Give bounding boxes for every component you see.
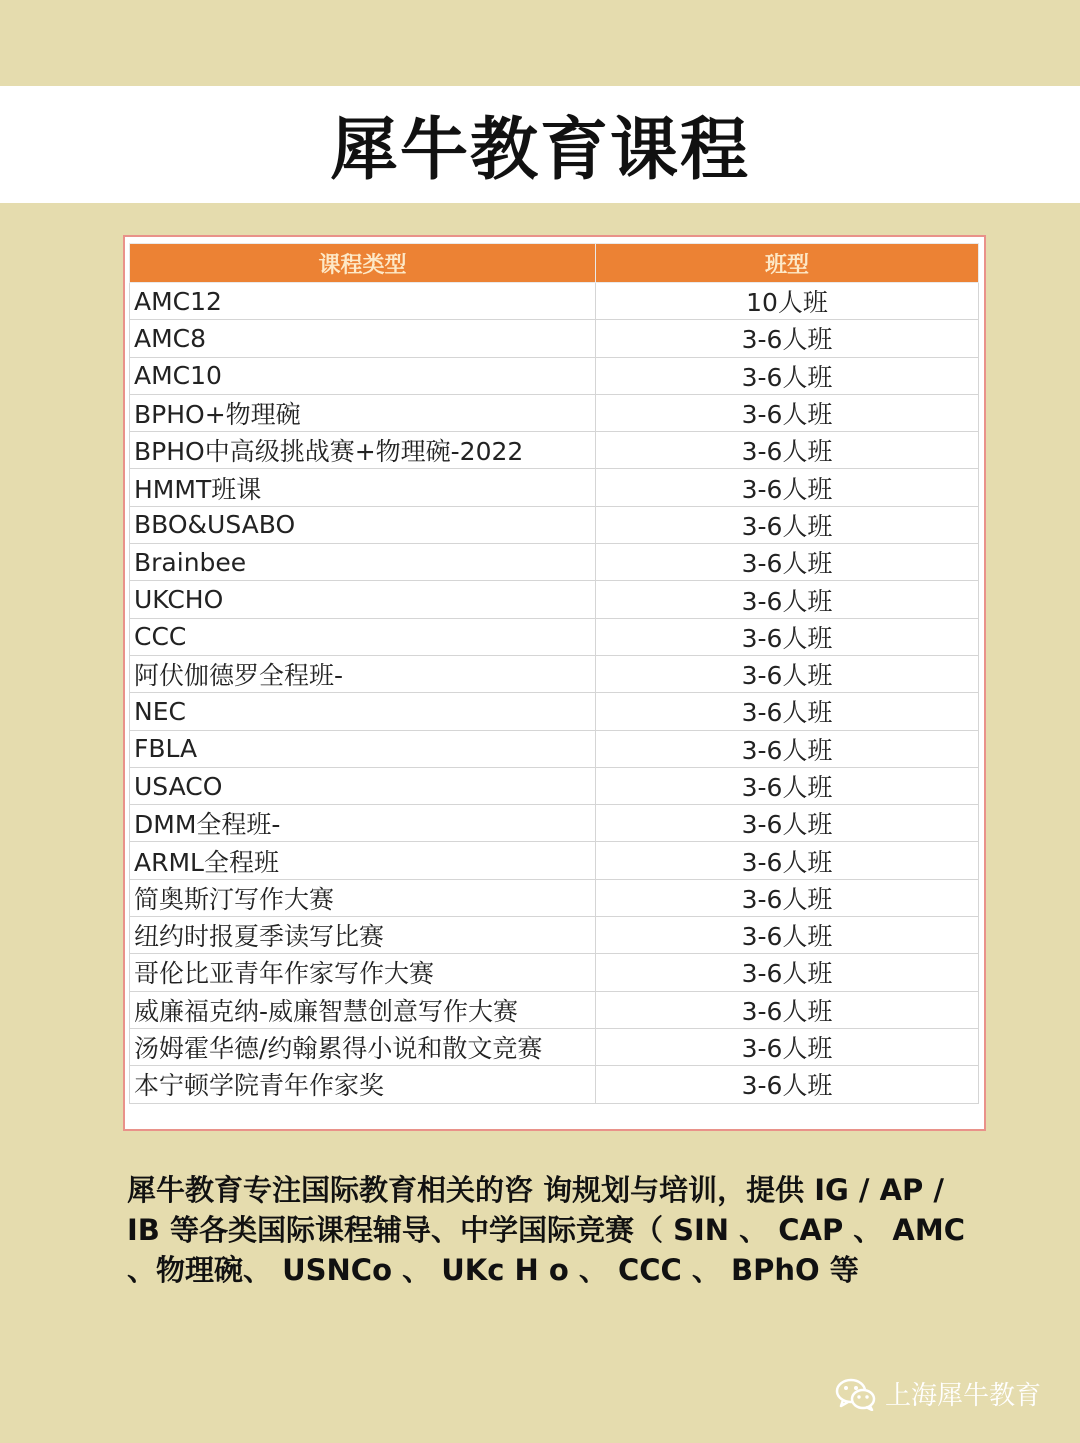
wechat-icon <box>835 1377 877 1411</box>
table-row <box>130 320 979 357</box>
table-row <box>130 655 979 692</box>
description <box>127 1170 997 1290</box>
course-name-cell: 威廉福克纳-威廉智慧创意写作大赛 <box>130 991 596 1028</box>
course-name-cell: NEC <box>130 693 596 730</box>
course-name-cell: Brainbee <box>130 544 596 581</box>
course-name-cell: 本宁顿学院青年作家奖 <box>130 1066 596 1103</box>
course-name-cell: UKCHO <box>130 581 596 618</box>
table-row <box>130 767 979 804</box>
course-name-cell: 简奥斯汀写作大赛 <box>130 879 596 916</box>
course-name-cell: DMM全程班- <box>130 805 596 842</box>
table-row <box>130 1066 979 1103</box>
course-name-cell: BPHO中高级挑战赛+物理碗-2022 <box>130 432 596 469</box>
course-name-cell: FBLA <box>130 730 596 767</box>
watermark-text: 上海犀牛教育 <box>885 1381 1042 1411</box>
table-row <box>130 879 979 916</box>
table-row <box>130 581 979 618</box>
course-name-cell: HMMT班课 <box>130 469 596 506</box>
description-line: 、物理碗、 USNCo 、 UKc H o 、 CCC 、 BPhO 等 <box>127 1253 859 1287</box>
page-title: 犀牛教育课程 <box>329 111 750 190</box>
title-banner <box>0 86 1080 203</box>
course-name-cell: 纽约时报夏季读写比赛 <box>130 917 596 954</box>
class-size-cell: 3-6人班 <box>596 320 979 357</box>
class-size-cell: 3-6人班 <box>596 618 979 655</box>
table-row <box>130 991 979 1028</box>
table-row <box>130 693 979 730</box>
class-size-cell: 3-6人班 <box>596 842 979 879</box>
class-size-cell: 3-6人班 <box>596 879 979 916</box>
class-size-cell: 3-6人班 <box>596 693 979 730</box>
class-size-cell: 3-6人班 <box>596 469 979 506</box>
course-name-cell: BPHO+物理碗 <box>130 394 596 431</box>
class-size-cell: 3-6人班 <box>596 991 979 1028</box>
table-row <box>130 357 979 394</box>
table-body <box>130 283 979 1104</box>
watermark <box>835 1375 1041 1412</box>
table-row <box>130 283 979 320</box>
description-line: IB 等各类国际课程辅导、中学国际竞赛（ SIN 、 CAP 、 AMC <box>127 1213 965 1247</box>
description-line: 犀牛教育专注国际教育相关的咨 询规划与培训，提供 IG / AP / <box>127 1173 944 1207</box>
course-name-cell: AMC8 <box>130 320 596 357</box>
class-size-cell: 3-6人班 <box>596 581 979 618</box>
table-row <box>130 842 979 879</box>
class-size-cell: 3-6人班 <box>596 954 979 991</box>
course-name-cell: USACO <box>130 767 596 804</box>
course-name-cell: 哥伦比亚青年作家写作大赛 <box>130 954 596 991</box>
course-name-cell: BBO&USABO <box>130 506 596 543</box>
class-size-cell: 3-6人班 <box>596 805 979 842</box>
course-name-cell: 阿伏伽德罗全程班- <box>130 655 596 692</box>
table-row <box>130 469 979 506</box>
table-header-row <box>130 244 979 283</box>
class-size-cell: 3-6人班 <box>596 1028 979 1065</box>
course-table-container <box>123 235 986 1131</box>
table-row <box>130 805 979 842</box>
class-size-cell: 3-6人班 <box>596 506 979 543</box>
class-size-cell: 3-6人班 <box>596 917 979 954</box>
table-row <box>130 544 979 581</box>
class-size-cell: 3-6人班 <box>596 432 979 469</box>
table-row <box>130 618 979 655</box>
table-row <box>130 432 979 469</box>
course-table <box>129 243 979 1104</box>
class-size-cell: 3-6人班 <box>596 655 979 692</box>
class-size-cell: 3-6人班 <box>596 1066 979 1103</box>
column-header-class-size: 班型 <box>596 244 979 283</box>
column-header-course-type: 课程类型 <box>130 244 596 283</box>
course-name-cell: 汤姆霍华德/约翰累得小说和散文竞赛 <box>130 1028 596 1065</box>
course-name-cell: ARML全程班 <box>130 842 596 879</box>
class-size-cell: 10人班 <box>596 283 979 320</box>
table-row <box>130 1028 979 1065</box>
class-size-cell: 3-6人班 <box>596 394 979 431</box>
table-row <box>130 954 979 991</box>
course-name-cell: AMC12 <box>130 283 596 320</box>
table-row <box>130 917 979 954</box>
course-name-cell: AMC10 <box>130 357 596 394</box>
table-row <box>130 506 979 543</box>
class-size-cell: 3-6人班 <box>596 544 979 581</box>
course-name-cell: CCC <box>130 618 596 655</box>
table-row <box>130 394 979 431</box>
class-size-cell: 3-6人班 <box>596 767 979 804</box>
class-size-cell: 3-6人班 <box>596 357 979 394</box>
table-row <box>130 730 979 767</box>
class-size-cell: 3-6人班 <box>596 730 979 767</box>
